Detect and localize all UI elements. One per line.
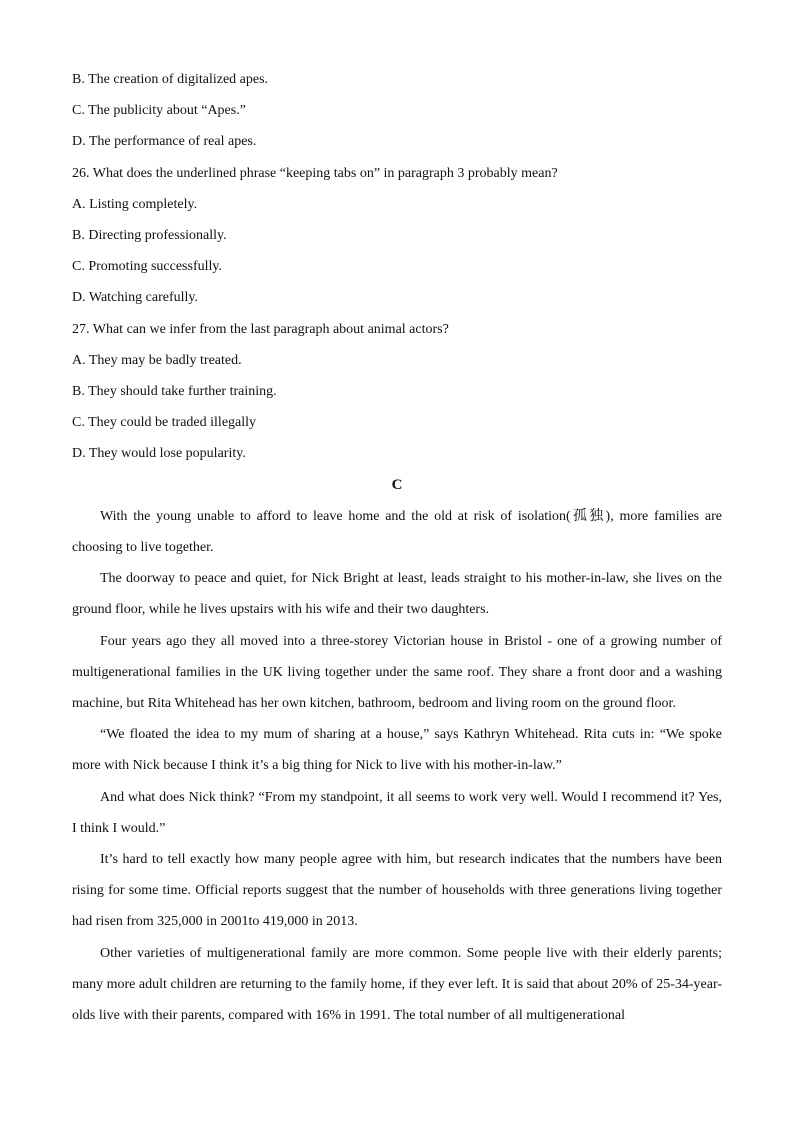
q27-option-c: C. They could be traded illegally xyxy=(72,415,257,431)
q27-option-b: B. They should take further training. xyxy=(72,384,277,400)
page-content xyxy=(72,64,722,1031)
section-c-paragraph-3: Four years ago they all moved into a three-storey Victorian house in Bristol - one of a growing number of multigenerational families in the UK living together under the same roof. They share a front door and a washing machine, but Rita Whitehead has her own kitchen, bathroom, bedroom and living room on the ground floor. xyxy=(72,633,722,712)
q26-option-a: A. Listing completely. xyxy=(72,196,198,212)
section-c-paragraph-5: And what does Nick think? “From my standpoint, it all seems to work very well. Would I recommend it? Yes, I think I would.” xyxy=(72,789,722,836)
section-c-paragraph-6: It’s hard to tell exactly how many people agree with him, but research indicates that the numbers have been rising for some time. Official reports suggest that the number of households with three generations living together had risen from 325,000 in 2001to 419,000 in 2013. xyxy=(72,852,722,930)
q27-stem: 27. What can we infer from the last paragraph about animal actors? xyxy=(72,321,449,337)
q26-option-c: C. Promoting successfully. xyxy=(72,259,222,275)
q25-option-d: D. The performance of real apes. xyxy=(72,134,257,150)
section-c-paragraph-1: With the young unable to afford to leave home and the old at risk of isolation(孤独), more families are choosing to live together. xyxy=(72,508,722,556)
q25-option-b: B. The creation of digitalized apes. xyxy=(72,72,269,87)
q27-option-a: A. They may be badly treated. xyxy=(72,352,242,368)
q27-option-d: D. They would lose popularity. xyxy=(72,446,246,462)
q26-option-b: B. Directing professionally. xyxy=(72,228,227,244)
section-c-title: C xyxy=(391,476,403,493)
section-c-paragraph-4: “We floated the idea to my mum of sharing at a house,” says Kathryn Whitehead. Rita cuts in: “We spoke more with Nick because I think it’s a big thing for Nick to live with his mother-in-law.” xyxy=(72,727,722,774)
section-c-paragraph-7: Other varieties of multigenerational family are more common. Some people live with their elderly parents; many more adult children are returning to the family home, if they ever left. It is said that about 20% of 25-34-year-olds live with their parents, compared with 16% in 1991. The total number of all multigenerational xyxy=(72,945,722,1024)
q26-option-d: D. Watching carefully. xyxy=(72,290,198,306)
section-c-paragraph-2: The doorway to peace and quiet, for Nick Bright at least, leads straight to his mother-in-law, she lives on the ground floor, while he lives upstairs with his wife and their two daughters. xyxy=(72,571,722,618)
q26-stem: 26. What does the underlined phrase “keeping tabs on” in paragraph 3 probably mean? xyxy=(72,165,558,181)
q25-option-c: C. The publicity about “Apes.” xyxy=(72,103,246,119)
